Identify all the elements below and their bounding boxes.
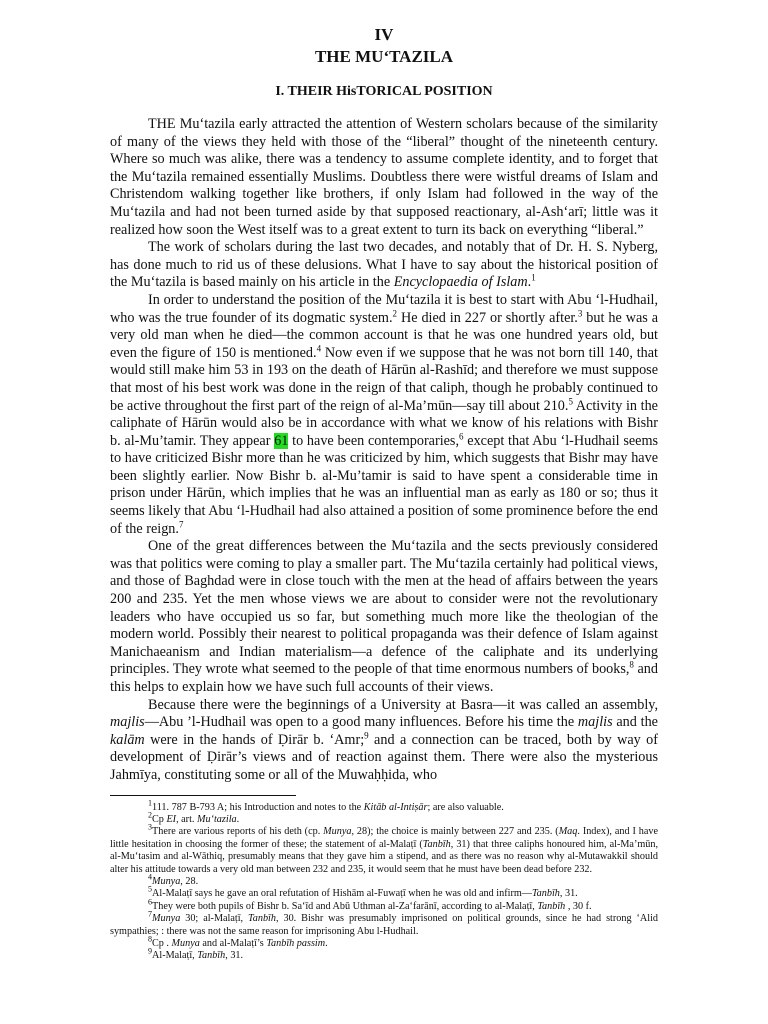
footnote-italic-text: Munya bbox=[171, 938, 200, 950]
paragraph-5-text-c: and the bbox=[612, 714, 658, 731]
footnote-5 bbox=[110, 885, 658, 900]
footnote-ref-5[interactable]: 5 bbox=[568, 395, 573, 406]
footnote-text: They were both pupils of Bishr b. Sa‘īd and Abū Uthman al-Za‘farānī, according to al-Malaṭī, bbox=[152, 900, 538, 912]
paragraph-3-text-e: Activity in the caliphate of Hārūn would also be in accordance with what we know of his relations with Bishr b. al-Mu’tamir. They appear bbox=[110, 397, 658, 449]
paragraph-5-text-b: —Abu ’l-Hudhail was open to a good many influences. Before his time the bbox=[144, 714, 578, 731]
footnote-divider bbox=[110, 795, 296, 796]
footnote-3 bbox=[110, 822, 658, 876]
footnote-text: , art. bbox=[176, 813, 197, 825]
footnote-text: Cp . bbox=[152, 938, 172, 950]
paragraph-4-text: One of the great differences between the Mu‘tazila and the sects previously considered was that politics were coming to play a smaller part. The Mu‘tazila certainly had political views, and those of Baghdad were in close touch with the men at the head of affairs between the years 200 and 235. Yet the men whose views we are about to consider were not the revolutionary leaders who have occupied us so far, but something much more like the theologian of the modern world. Possibly their nearest to political propaganda was their defence of Islam against Manichaeanism and Indian materialism—a defence of the caliphate and its underlying principles. They wrote what seemed to the people of that time enormous numbers of books, bbox=[110, 538, 658, 678]
footnote-number: 6 bbox=[148, 897, 152, 907]
footnote-text: , 30. Bishr was presumably imprisoned on political grounds, since he had strong ‘Alid sympathies; : there was not the same reason for imprisoning Abu l-Hudhail. bbox=[110, 913, 659, 937]
footnote-number: 7 bbox=[148, 909, 152, 919]
footnote-4 bbox=[110, 872, 658, 888]
footnote-text: . bbox=[325, 938, 328, 950]
footnote-italic-text: Tanbīh bbox=[537, 900, 566, 912]
footnote-ref-4[interactable]: 4 bbox=[316, 342, 322, 353]
footnote-number: 4 bbox=[148, 872, 152, 882]
encyclopaedia-title: Encyclopaedia of Islam bbox=[393, 274, 528, 291]
footnote-text: , 30 f. bbox=[565, 900, 592, 912]
highlighted-page-number: 61 bbox=[274, 432, 289, 449]
footnote-number: 2 bbox=[148, 810, 152, 820]
footnote-ref-3[interactable]: 3 bbox=[577, 307, 583, 318]
paragraph-2-text: The work of scholars during the last two decades, and notably that of Dr. H. S. Nyberg, has done much to rid us of these delusions. What I have to say about the historical position of the Mu‘tazila is based mainly on his article in the bbox=[110, 239, 658, 291]
term-kalam: kalām bbox=[110, 731, 145, 748]
footnote-7 bbox=[110, 909, 659, 938]
footnote-ref-1[interactable]: 1 bbox=[531, 272, 536, 283]
footnote-number: 8 bbox=[148, 934, 152, 944]
paragraph-1: THE Mu‘tazila early attracted the attention of Western scholars because of the similarity of many of the views they held with those of the “liberal” thought of the nineteenth century. Where so much was alike, there was a tendency to assume complete identity, and to forget that the Mu‘tazila remained essentially Muslims. Doubtless there were wistful dreams of Islam and Christendom walking together like brothers, if only Islam had followed in the way of the Mu‘tazila and had not been turned aside by that supposed reactionary, al-Ash‘arī; little was it realized how soon the West itself was to a great extent to turn its back on everything “liberal.” bbox=[110, 116, 658, 238]
footnote-text: There are various reports of his deth (cp. bbox=[152, 826, 324, 838]
footnote-number: 1 bbox=[148, 798, 152, 808]
footnote-text: . bbox=[236, 813, 240, 825]
footnote-italic-text: EI bbox=[166, 813, 177, 825]
footnote-italic-text: Tanbīh bbox=[197, 950, 226, 962]
footnote-text: . Index), and I have little hesitation in choosing the former of these; the statement of al-Malaṭī ( bbox=[110, 826, 658, 850]
footnote-italic-text: Maq bbox=[558, 826, 578, 838]
footnote-9 bbox=[110, 947, 658, 962]
footnote-ref-9[interactable]: 9 bbox=[364, 730, 369, 741]
footnote-italic-text: Mu‘tazila bbox=[197, 813, 237, 825]
footnote-ref-8[interactable]: 8 bbox=[629, 659, 634, 670]
paragraph-2-end: . bbox=[527, 274, 532, 291]
footnote-text: , 28. bbox=[180, 876, 199, 887]
footnote-8 bbox=[110, 934, 658, 950]
paragraph-5-text-a: Because there were the beginnings of a University at Basra—it was called an assembly, bbox=[148, 696, 658, 713]
term-majlis: majlis bbox=[110, 714, 145, 731]
paragraph-3-text-g: except that Abu ‘l-Hudhail seems to have criticized Bishr more than he was criticized by him, which suggests that Bishr may have been slightly earlier. Now Bishr b. al-Mu’tamir is said to have spent a considerable time in prison under Hārūn, which implies that he was an influential man as early as 180 or so; thus it seems likely that Abu ‘l-Hudhail had also attained a position of some prominence before the end of the reign. bbox=[110, 432, 658, 537]
footnote-italic-text: Tanbīh bbox=[248, 913, 276, 925]
footnote-6 bbox=[110, 897, 658, 913]
paragraph-3 bbox=[110, 292, 658, 538]
footnote-number: 5 bbox=[148, 885, 152, 895]
paragraph-3-text-b: He died in 227 or shortly after. bbox=[397, 309, 578, 326]
body-text bbox=[110, 116, 658, 785]
section-heading: I. THEIR HisTORICAL POSITION bbox=[275, 84, 493, 99]
footnote-text: and al-Malaṭī’s bbox=[199, 938, 267, 950]
footnote-number: 3 bbox=[148, 822, 152, 832]
footnote-text: , 31. bbox=[225, 950, 244, 962]
footnote-2 bbox=[110, 810, 658, 826]
paragraph-4 bbox=[110, 538, 658, 696]
footnote-1 bbox=[110, 798, 658, 814]
term-majlis-2: majlis bbox=[577, 714, 613, 731]
paragraph-3-text-c: but he was a very old man when he died—the common account is that he was one hundred years old, but even the figure of 150 is mentioned. bbox=[110, 309, 659, 361]
footnote-ref-6[interactable]: 6 bbox=[459, 430, 464, 441]
footnote-text: 30; al-Malaṭī, bbox=[180, 913, 249, 925]
footnote-ref-2[interactable]: 2 bbox=[392, 307, 398, 318]
footnote-text: Cp bbox=[152, 813, 167, 825]
footnotes-section bbox=[110, 798, 659, 963]
paragraph-3-text-a: In order to understand the position of the Mu‘tazila it is best to start with Abu ‘l-Hudhail, who was the true founder of its dogmatic system. bbox=[110, 291, 658, 326]
footnote-italic-text: Tanbīh passim bbox=[266, 938, 326, 950]
paragraph-5-text-d: were in the hands of Ḍirār b. ‘Amr; bbox=[144, 731, 365, 748]
chapter-number: IV bbox=[374, 25, 394, 44]
paragraph-3-text-d: Now even if we suppose that he was not born till 140, that would still make him 53 in 193 on the death of Hārūn al-Rashīd; and therefore we must suppose that most of his best work was done in the reign of that caliph, though he probably continued to be active throughout the first part of the reign of al-Ma’mūn—say till about 210. bbox=[110, 344, 658, 414]
paragraph-5-text-e: and a connection can be traced, both by way of development of Ḍirār’s views and of reaction against them. There were also the mysterious Jahmīya, constituting some or all of the Muwaḥḥida, who bbox=[110, 731, 658, 783]
footnote-italic-text: Kitāb al-Intiṣār bbox=[363, 801, 428, 813]
paragraph-4-end: and this helps to explain how we have such full accounts of their views. bbox=[110, 661, 658, 695]
footnote-text: , 28); the choice is mainly between 227 and 235. ( bbox=[351, 826, 559, 838]
footnote-text: , 31. bbox=[559, 888, 578, 900]
footnote-number: 9 bbox=[148, 947, 152, 957]
footnote-text: ; are also valuable. bbox=[427, 801, 504, 813]
paragraph-3-text-f: to have been contemporaries, bbox=[288, 432, 460, 449]
paragraph-5 bbox=[110, 697, 658, 785]
footnote-text: 111. 787 B-793 A; his Introduction and notes to the bbox=[152, 801, 364, 813]
footnote-italic-text: Tanbīh bbox=[531, 888, 560, 900]
footnote-italic-text: Munya bbox=[152, 913, 181, 925]
footnote-text: Al-Malaṭī says he gave an oral refutation of Hishām al-Fuwaṭī when he was old and infirm— bbox=[152, 888, 532, 900]
footnote-text: , 31) that three caliphs honoured him, al-Ma’mūn, al-Mu‘tasim and al-Wāthiq, presumably means that they gave him a stipend, and as there was no reason why al-Mutawakkil should alter his attitude towards a very old man between 232 and 235, it would seem that he must have been dead before 232. bbox=[110, 838, 658, 875]
footnote-text: Al-Malaṭī, bbox=[152, 950, 198, 962]
chapter-title: THE MU‘TAZILA bbox=[314, 47, 454, 66]
footnote-italic-text: Tanbīh bbox=[422, 838, 451, 850]
footnote-italic-text: Munya bbox=[152, 876, 181, 887]
footnote-italic-text: Munya bbox=[323, 826, 352, 838]
footnote-ref-7[interactable]: 7 bbox=[178, 518, 184, 529]
document-page bbox=[110, 24, 658, 963]
paragraph-2 bbox=[110, 239, 658, 292]
